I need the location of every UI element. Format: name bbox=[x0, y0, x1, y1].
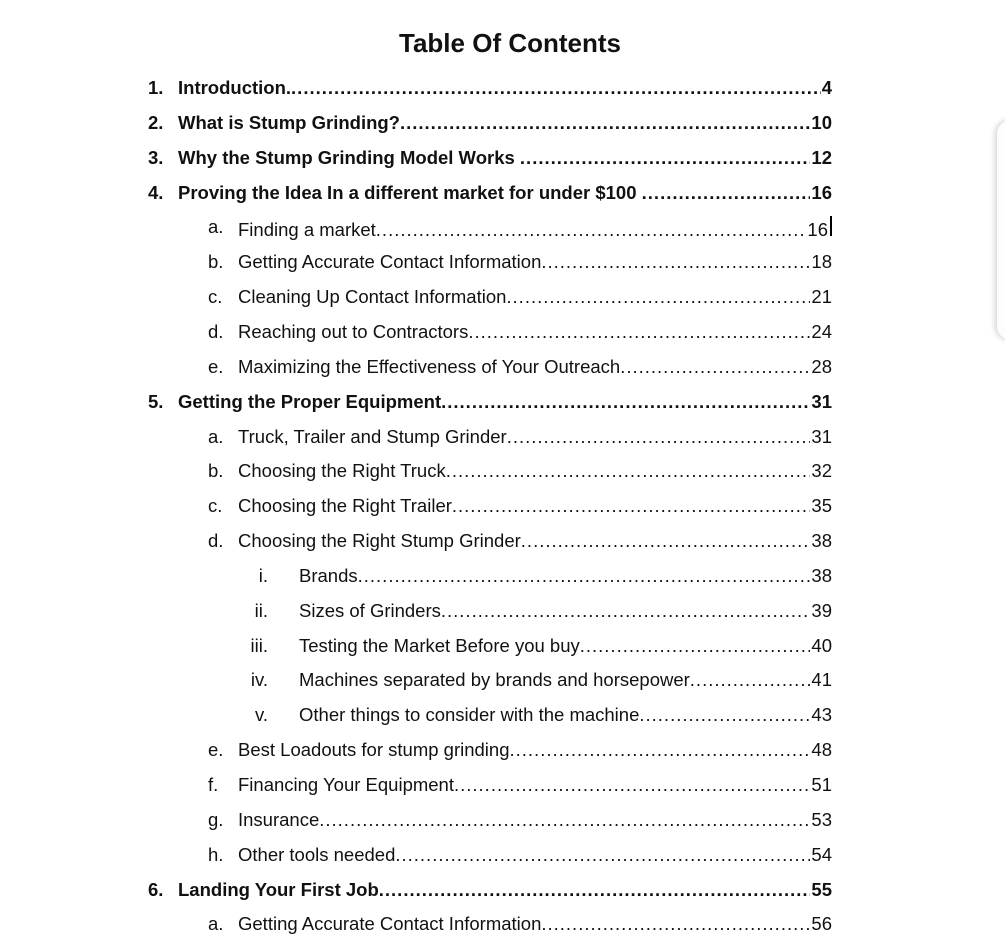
toc-entry-marker: v. bbox=[254, 704, 268, 726]
toc-entry-title: Cleaning Up Contact Information bbox=[238, 286, 507, 308]
toc-entry[interactable] bbox=[208, 320, 832, 345]
toc-entry-title: Testing the Market Before you buy bbox=[299, 634, 580, 656]
toc-entry[interactable] bbox=[208, 774, 832, 798]
toc-entry[interactable] bbox=[208, 808, 832, 833]
dot-leader bbox=[319, 809, 810, 831]
dot-leader bbox=[376, 219, 807, 241]
toc-entry-marker: f. bbox=[208, 774, 219, 795]
toc-entry-page: 21 bbox=[811, 286, 832, 308]
toc-entry-title: Best Loadouts for stump grinding bbox=[238, 739, 510, 761]
toc-entry-marker: iii. bbox=[250, 634, 268, 656]
toc-entry-title: Insurance bbox=[238, 808, 320, 830]
dot-leader bbox=[506, 286, 810, 308]
toc-entry-title: Choosing the Right Truck bbox=[238, 460, 446, 482]
toc-entry-page: 51 bbox=[811, 774, 832, 795]
toc-entry-marker: ii. bbox=[254, 599, 268, 621]
toc-entry-title: Maximizing the Effectiveness of Your Outreach bbox=[238, 355, 621, 377]
toc-entry-marker: c. bbox=[208, 286, 223, 308]
toc-title: Table Of Contents bbox=[399, 28, 621, 58]
toc-entry[interactable] bbox=[208, 251, 832, 275]
toc-entry-page: 54 bbox=[811, 843, 832, 865]
dot-leader bbox=[510, 739, 811, 761]
toc-entry-marker: h. bbox=[208, 843, 224, 865]
dot-leader bbox=[639, 704, 810, 726]
toc-entry-page: 12 bbox=[811, 146, 832, 168]
dot-leader bbox=[446, 460, 811, 482]
toc-entry[interactable] bbox=[254, 704, 832, 728]
dot-leader bbox=[642, 182, 811, 204]
toc-entry[interactable] bbox=[208, 460, 832, 484]
toc-entry-marker: d. bbox=[208, 530, 224, 552]
toc-entry[interactable] bbox=[148, 77, 832, 101]
toc-entry-marker: a. bbox=[208, 913, 224, 935]
toc-entry-title: Truck, Trailer and Stump Grinder bbox=[238, 425, 507, 447]
dot-leader bbox=[690, 669, 811, 691]
dot-leader bbox=[620, 356, 810, 378]
toc-entry-title: Choosing the Right Stump Grinder bbox=[238, 530, 521, 552]
toc-entry[interactable] bbox=[208, 913, 832, 937]
toc-entry-marker: b. bbox=[208, 251, 224, 273]
toc-entry-title: Why the Stump Grinding Model Works bbox=[178, 146, 520, 168]
toc-entry[interactable] bbox=[254, 599, 832, 624]
toc-entry-page: 38 bbox=[811, 564, 832, 586]
toc-entry-title: What is Stump Grinding? bbox=[178, 111, 400, 133]
toc-entry[interactable] bbox=[208, 739, 832, 763]
dot-leader bbox=[580, 635, 811, 657]
toc-entry-page: 39 bbox=[811, 599, 832, 621]
dot-leader bbox=[400, 112, 810, 134]
toc-entry[interactable] bbox=[148, 146, 832, 171]
toc-entry[interactable] bbox=[148, 878, 832, 903]
toc-entry[interactable] bbox=[208, 530, 832, 554]
toc-entry-marker: g. bbox=[208, 808, 224, 830]
toc-entry-title: Proving the Idea In a different market for under $100 bbox=[178, 181, 642, 203]
toc-entry-page: 31 bbox=[811, 390, 832, 412]
toc-entry-marker: a. bbox=[208, 216, 224, 238]
toc-entry-page: 56 bbox=[811, 913, 832, 935]
toc-entry-marker: 4. bbox=[148, 181, 164, 203]
toc-entry-marker: 6. bbox=[148, 878, 164, 900]
toc-entry-marker: 5. bbox=[148, 390, 164, 412]
toc-entry-page: 43 bbox=[811, 704, 832, 726]
dot-leader bbox=[441, 391, 810, 413]
toc-entry[interactable] bbox=[208, 216, 832, 241]
toc-entry-marker: i. bbox=[258, 564, 268, 586]
dot-leader bbox=[358, 565, 811, 587]
toc-entry-title: Getting Accurate Contact Information bbox=[238, 913, 542, 935]
toc-entry-title: Brands bbox=[299, 564, 358, 586]
toc-entry-marker: 2. bbox=[148, 111, 164, 133]
toc-entry-title: Sizes of Grinders bbox=[299, 599, 441, 621]
toc-entry-title: Landing Your First Job bbox=[178, 878, 379, 900]
toc-entry-marker: b. bbox=[208, 460, 224, 482]
toc-entry[interactable] bbox=[148, 181, 832, 206]
toc-entry-page: 38 bbox=[811, 530, 832, 552]
dot-leader bbox=[468, 321, 810, 343]
dot-leader bbox=[291, 77, 821, 99]
toc-entry-marker: e. bbox=[208, 739, 224, 761]
toc-entry[interactable] bbox=[208, 425, 832, 450]
toc-entry[interactable] bbox=[208, 286, 832, 310]
dot-leader bbox=[541, 251, 810, 273]
text-cursor bbox=[830, 216, 832, 236]
toc-entry-page: 53 bbox=[811, 808, 832, 830]
side-panel-edge[interactable] bbox=[997, 120, 1005, 340]
toc-entry-page: 18 bbox=[811, 251, 832, 273]
toc-entry-page: 48 bbox=[811, 739, 832, 761]
dot-leader bbox=[521, 530, 811, 552]
toc-entry-marker: iv. bbox=[250, 669, 268, 691]
toc-entry-title: Financing Your Equipment bbox=[238, 774, 454, 795]
toc-entry[interactable] bbox=[250, 669, 832, 693]
toc-entry-page: 40 bbox=[811, 634, 832, 656]
toc-entry-page: 35 bbox=[811, 495, 832, 517]
toc-entry-marker: 3. bbox=[148, 146, 164, 168]
toc-entry[interactable] bbox=[148, 390, 832, 415]
toc-entry-page: 31 bbox=[811, 425, 832, 447]
toc-entry-page: 28 bbox=[811, 355, 832, 377]
toc-entry-page: 55 bbox=[811, 878, 832, 900]
toc-entry[interactable] bbox=[148, 111, 832, 136]
dot-leader bbox=[441, 600, 811, 622]
toc-entry-title: Introduction. bbox=[178, 77, 292, 98]
dot-leader bbox=[379, 879, 811, 901]
toc-entry-title: Other tools needed bbox=[238, 843, 396, 865]
toc-entry-title: Getting the Proper Equipment bbox=[178, 390, 442, 412]
toc-entry[interactable] bbox=[208, 355, 832, 380]
toc-entry-page: 4 bbox=[821, 77, 832, 98]
toc-entry[interactable] bbox=[258, 564, 832, 589]
toc-entry-page: 41 bbox=[811, 669, 832, 691]
toc-entry-title: Choosing the Right Trailer bbox=[238, 495, 452, 517]
toc-entry[interactable] bbox=[250, 634, 832, 659]
toc-entry-title: Reaching out to Contractors bbox=[238, 320, 469, 342]
toc-entry-title: Other things to consider with the machine bbox=[299, 704, 640, 726]
dot-leader bbox=[452, 495, 811, 517]
toc-entry-page: 10 bbox=[811, 111, 832, 133]
toc-entry[interactable] bbox=[208, 843, 832, 868]
toc-entry-title: Machines separated by brands and horsepower bbox=[299, 669, 690, 691]
toc-entry-page: 24 bbox=[811, 320, 832, 342]
toc-entry-marker: 1. bbox=[148, 77, 164, 98]
toc-entry-marker: a. bbox=[208, 425, 224, 447]
toc-entry-title: Finding a market bbox=[238, 219, 376, 241]
toc-entry-page: 16 bbox=[807, 219, 828, 241]
dot-leader bbox=[507, 426, 811, 448]
toc-entry[interactable] bbox=[208, 495, 832, 519]
toc-entry-marker: c. bbox=[208, 495, 223, 517]
dot-leader bbox=[520, 147, 811, 169]
dot-leader bbox=[454, 774, 810, 796]
toc-entry-marker: e. bbox=[208, 355, 224, 377]
toc-entry-page: 16 bbox=[811, 181, 832, 203]
dot-leader bbox=[541, 913, 810, 935]
toc-entry-marker: d. bbox=[208, 320, 224, 342]
toc-entry-page: 32 bbox=[811, 460, 832, 482]
dot-leader bbox=[395, 844, 810, 866]
toc-entry-title: Getting Accurate Contact Information bbox=[238, 251, 542, 273]
